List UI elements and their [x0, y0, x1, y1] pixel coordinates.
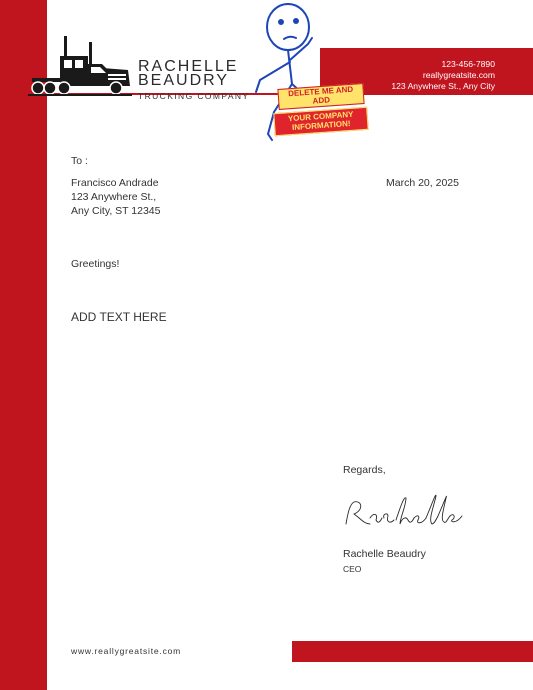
footer-website: www.reallygreatsite.com — [71, 646, 182, 656]
company-tagline: TRUCKING COMPANY — [138, 91, 250, 101]
body-text: ADD TEXT HERE — [71, 310, 167, 324]
greeting: Greetings! — [71, 258, 120, 270]
company-name-line2: BEAUDRY — [138, 72, 230, 89]
recipient-street: 123 Anywhere St., — [71, 191, 157, 203]
footer-accent-bar — [292, 641, 533, 662]
sticker-label-company-info: YOUR COMPANY INFORMATION! — [273, 107, 368, 137]
semi-truck-icon — [28, 34, 132, 98]
contact-phone: 123-456-7890 — [441, 59, 495, 69]
recipient-name: Francisco Andrade — [71, 177, 159, 189]
contact-address: 123 Anywhere St., Any City — [391, 81, 495, 91]
left-accent-bar — [0, 0, 47, 690]
sticker-label-delete: DELETE ME AND ADD — [277, 83, 364, 110]
closing: Regards, — [343, 464, 386, 476]
recipient-city: Any City, ST 12345 — [71, 205, 161, 217]
letter-date: March 20, 2025 — [386, 177, 459, 189]
signer-name: Rachelle Beaudry — [343, 548, 426, 560]
contact-website: reallygreatsite.com — [422, 70, 495, 80]
signer-title: CEO — [343, 564, 362, 574]
signature — [340, 490, 464, 530]
company-name-line1: RACHELLE — [138, 58, 239, 75]
to-label: To : — [71, 155, 88, 167]
